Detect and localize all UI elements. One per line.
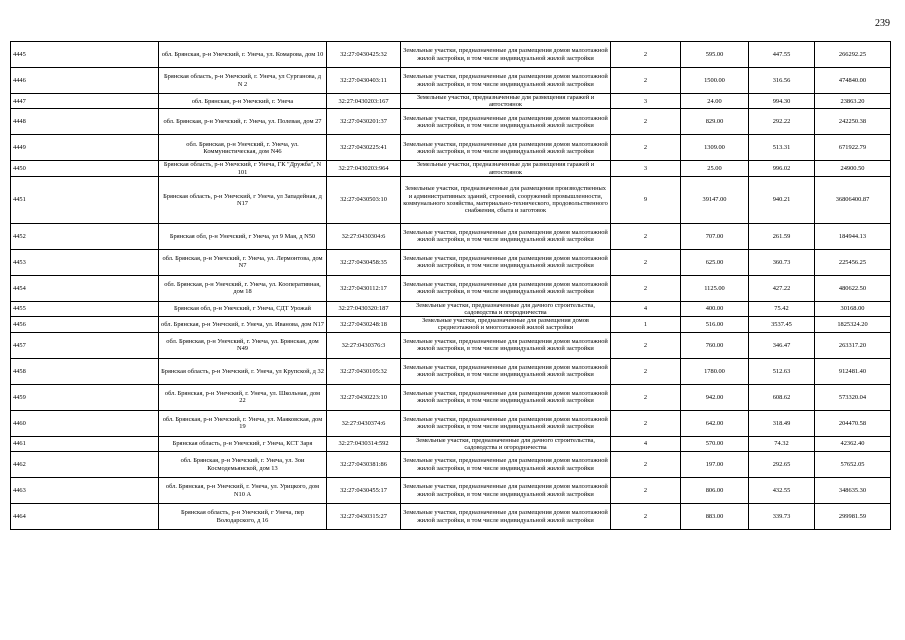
cadastral-value-cell: 266292.25 [815, 42, 891, 68]
address-cell: обл. Брянская, р-н Унечский, г. Унеча, ул. Школьная, дом 22 [159, 384, 327, 410]
category-cell: 4 [611, 301, 681, 316]
address-cell: Брянская область, р-н Унечский, г. Унеча, ул Крупской, д 32 [159, 358, 327, 384]
land-use-cell: Земельные участки, предназначенные для размещения домов малоэтажной жилой застройки, в том числе индивидуальной жилой застройки [401, 275, 611, 301]
land-use-cell: Земельные участки, предназначенные для размещения домов малоэтажной жилой застройки, в том числе индивидуальной жилой застройки [401, 109, 611, 135]
cadastral-number-cell: 32:27:0430225:41 [327, 135, 401, 161]
area-cell: 806.00 [681, 478, 749, 504]
land-use-cell: Земельные участки, предназначенные для размещения домов малоэтажной жилой застройки, в том числе индивидуальной жилой застройки [401, 223, 611, 249]
address-cell: обл. Брянская, р-н Унечский, г. Унеча, ул. Коммунистическая, дом N46 [159, 135, 327, 161]
table-row [11, 109, 891, 135]
address-cell: Брянская область, р-н Унечский, г Унеча, пер Володарского, д 16 [159, 504, 327, 530]
category-cell: 2 [611, 384, 681, 410]
address-cell: Брянская область, р-н Унечский, г Унеча, КСТ Заря [159, 436, 327, 451]
table-row [11, 478, 891, 504]
land-use-cell: Земельные участки, предназначенные для дачного строительства, садоводства и огородничества [401, 301, 611, 316]
table-row [11, 135, 891, 161]
land-use-cell: Земельные участки, предназначенные для размещения домов малоэтажной жилой застройки, в том числе индивидуальной жилой застройки [401, 478, 611, 504]
specific-value-cell: 316.56 [749, 68, 815, 94]
table-row [11, 452, 891, 478]
table-row [11, 249, 891, 275]
category-cell: 2 [611, 332, 681, 358]
row-number: 4461 [11, 436, 159, 451]
land-use-cell: Земельные участки, предназначенные для размещения гаражей и автостоянок [401, 94, 611, 109]
cadastral-number-cell: 32:27:0430223:10 [327, 384, 401, 410]
category-cell: 3 [611, 94, 681, 109]
row-number: 4454 [11, 275, 159, 301]
row-number: 4459 [11, 384, 159, 410]
specific-value-cell: 3537.45 [749, 317, 815, 332]
category-cell: 4 [611, 436, 681, 451]
address-cell: Брянская область, р-н Унечский, г Унеча, ул Западейная, д N17 [159, 176, 327, 223]
table-row [11, 504, 891, 530]
specific-value-cell: 346.47 [749, 332, 815, 358]
cadastral-value-cell: 573320.04 [815, 384, 891, 410]
area-cell: 760.00 [681, 332, 749, 358]
cadastral-number-cell: 32:27:0430201:37 [327, 109, 401, 135]
land-use-cell: Земельные участки, предназначенные для дачного строительства, садоводства и огородничества [401, 436, 611, 451]
specific-value-cell: 608.62 [749, 384, 815, 410]
land-use-cell: Земельные участки, предназначенные для размещения производственных и административных зданий, строений, сооружений промышленности, коммунального хозяйства, материально-технического, продовольственного снабжения, сбыта и заготовок [401, 176, 611, 223]
specific-value-cell: 512.63 [749, 358, 815, 384]
cadastral-number-cell: 32:27:0430203:964 [327, 161, 401, 176]
address-cell: обл. Брянская, р-н Унечский, г. Унеча, ул. Зои Космодемьянской, дом 13 [159, 452, 327, 478]
cadastral-number-cell: 32:27:0430315:27 [327, 504, 401, 530]
area-cell: 642.00 [681, 410, 749, 436]
land-use-cell: Земельные участки, предназначенные для размещения домов малоэтажной жилой застройки, в том числе индивидуальной жилой застройки [401, 384, 611, 410]
land-use-cell: Земельные участки, предназначенные для размещения домов малоэтажной жилой застройки, в том числе индивидуальной жилой застройки [401, 358, 611, 384]
page-number: 239 [875, 18, 890, 29]
row-number: 4446 [11, 68, 159, 94]
area-cell: 942.00 [681, 384, 749, 410]
area-cell: 400.00 [681, 301, 749, 316]
area-cell: 197.00 [681, 452, 749, 478]
category-cell: 1 [611, 317, 681, 332]
cadastral-value-cell: 480622.50 [815, 275, 891, 301]
specific-value-cell: 74.32 [749, 436, 815, 451]
cadastral-value-cell: 36806400.87 [815, 176, 891, 223]
row-number: 4449 [11, 135, 159, 161]
address-cell: обл. Брянская, р-н Унечский, г. Унеча, ул. Комарова, дом 10 [159, 42, 327, 68]
area-cell: 1780.00 [681, 358, 749, 384]
specific-value-cell: 339.73 [749, 504, 815, 530]
address-cell: Брянская обл, р-н Унечский, г Унеча, СДТ Урожай [159, 301, 327, 316]
row-number: 4460 [11, 410, 159, 436]
land-use-cell: Земельные участки, предназначенные для размещения домов малоэтажной жилой застройки, в том числе индивидуальной жилой застройки [401, 135, 611, 161]
cadastral-value-cell: 912481.40 [815, 358, 891, 384]
row-number: 4458 [11, 358, 159, 384]
category-cell: 2 [611, 452, 681, 478]
area-cell: 25.00 [681, 161, 749, 176]
land-use-cell: Земельные участки, предназначенные для размещения домов малоэтажной жилой застройки, в том числе индивидуальной жилой застройки [401, 332, 611, 358]
area-cell: 1500.00 [681, 68, 749, 94]
address-cell: обл. Брянская, р-н Унечский, г. Унеча, ул. Кооперативная, дом 18 [159, 275, 327, 301]
specific-value-cell: 75.42 [749, 301, 815, 316]
cadastral-value-cell: 225456.25 [815, 249, 891, 275]
row-number: 4457 [11, 332, 159, 358]
area-cell: 829.00 [681, 109, 749, 135]
category-cell: 2 [611, 358, 681, 384]
area-cell: 39147.00 [681, 176, 749, 223]
area-cell: 516.00 [681, 317, 749, 332]
area-cell: 570.00 [681, 436, 749, 451]
cadastral-number-cell: 32:27:0430203:167 [327, 94, 401, 109]
area-cell: 707.00 [681, 223, 749, 249]
table-row [11, 42, 891, 68]
land-use-cell: Земельные участки, предназначенные для размещения домов малоэтажной жилой застройки, в том числе индивидуальной жилой застройки [401, 410, 611, 436]
specific-value-cell: 994.30 [749, 94, 815, 109]
category-cell: 2 [611, 135, 681, 161]
table-row [11, 94, 891, 109]
table-row [11, 358, 891, 384]
land-use-cell: Земельные участки, предназначенные для размещения домов малоэтажной жилой застройки, в том числе индивидуальной жилой застройки [401, 249, 611, 275]
area-cell: 883.00 [681, 504, 749, 530]
land-use-cell: Земельные участки, предназначенные для размещения домов малоэтажной жилой застройки, в том числе индивидуальной жилой застройки [401, 504, 611, 530]
area-cell: 625.00 [681, 249, 749, 275]
cadastral-value-cell: 299981.59 [815, 504, 891, 530]
category-cell: 3 [611, 161, 681, 176]
cadastral-number-cell: 32:27:0430314:592 [327, 436, 401, 451]
row-number: 4453 [11, 249, 159, 275]
cadastral-value-cell: 204470.58 [815, 410, 891, 436]
category-cell: 2 [611, 42, 681, 68]
cadastral-number-cell: 32:27:0430376:3 [327, 332, 401, 358]
specific-value-cell: 427.22 [749, 275, 815, 301]
address-cell: Брянская область, р-н Унечский, г. Унеча, ул Сурганова, д N 2 [159, 68, 327, 94]
cadastral-number-cell: 32:27:0430248:18 [327, 317, 401, 332]
address-cell: обл. Брянская, р-н Унечский, г. Унеча [159, 94, 327, 109]
land-cadastral-value-table [10, 41, 891, 530]
category-cell: 2 [611, 275, 681, 301]
cadastral-number-cell: 32:27:0430105:32 [327, 358, 401, 384]
row-number: 4452 [11, 223, 159, 249]
category-cell: 2 [611, 249, 681, 275]
specific-value-cell: 360.73 [749, 249, 815, 275]
row-number: 4456 [11, 317, 159, 332]
category-cell: 2 [611, 223, 681, 249]
specific-value-cell: 292.65 [749, 452, 815, 478]
cadastral-value-cell: 671922.79 [815, 135, 891, 161]
land-use-cell: Земельные участки, предназначенные для размещения домов малоэтажной жилой застройки, в том числе индивидуальной жилой застройки [401, 452, 611, 478]
row-number: 4445 [11, 42, 159, 68]
cadastral-value-cell: 30168.00 [815, 301, 891, 316]
cadastral-number-cell: 32:27:0430374:6 [327, 410, 401, 436]
row-number: 4450 [11, 161, 159, 176]
specific-value-cell: 432.55 [749, 478, 815, 504]
table-row [11, 317, 891, 332]
cadastral-value-cell: 348635.30 [815, 478, 891, 504]
cadastral-number-cell: 32:27:0430112:17 [327, 275, 401, 301]
category-cell: 2 [611, 109, 681, 135]
table-row [11, 332, 891, 358]
area-cell: 1125.00 [681, 275, 749, 301]
cadastral-value-cell: 24900.50 [815, 161, 891, 176]
cadastral-value-cell: 42362.40 [815, 436, 891, 451]
cadastral-number-cell: 32:27:0430403:11 [327, 68, 401, 94]
address-cell: обл. Брянская, р-н Унечский, г. Унеча, ул. Полевая, дом 27 [159, 109, 327, 135]
table-row [11, 223, 891, 249]
table-row [11, 384, 891, 410]
address-cell: обл. Брянская, р-н Унечский, г. Унеча, ул. Брянская, дом N49 [159, 332, 327, 358]
cadastral-number-cell: 32:27:0430425:32 [327, 42, 401, 68]
table-row [11, 275, 891, 301]
area-cell: 24.00 [681, 94, 749, 109]
cadastral-value-cell: 1825324.20 [815, 317, 891, 332]
specific-value-cell: 447.55 [749, 42, 815, 68]
cadastral-value-cell: 57652.05 [815, 452, 891, 478]
table-row [11, 68, 891, 94]
cadastral-number-cell: 32:27:0430455:17 [327, 478, 401, 504]
land-use-cell: Земельные участки, предназначенные для размещения домов малоэтажной жилой застройки, в том числе индивидуальной жилой застройки [401, 42, 611, 68]
row-number: 4448 [11, 109, 159, 135]
area-cell: 1309.00 [681, 135, 749, 161]
cadastral-number-cell: 32:27:0430304:6 [327, 223, 401, 249]
row-number: 4464 [11, 504, 159, 530]
category-cell: 2 [611, 504, 681, 530]
category-cell: 2 [611, 68, 681, 94]
specific-value-cell: 940.21 [749, 176, 815, 223]
cadastral-value-cell: 184944.13 [815, 223, 891, 249]
address-cell: обл. Брянская, р-н Унечский, г. Унеча, ул. Урицкого, дом N10 А [159, 478, 327, 504]
land-use-cell: Земельные участки, предназначенные для размещения домов малоэтажной жилой застройки, в том числе индивидуальной жилой застройки [401, 68, 611, 94]
specific-value-cell: 996.02 [749, 161, 815, 176]
row-number: 4462 [11, 452, 159, 478]
land-use-cell: Земельные участки, предназначенные для размещения домов среднеэтажной и многоэтажной жилой застройки [401, 317, 611, 332]
category-cell: 2 [611, 478, 681, 504]
table-row [11, 161, 891, 176]
address-cell: Брянская обл, р-н Унечский, г Унеча, ул 9 Мая, д N50 [159, 223, 327, 249]
address-cell: Брянская область, р-н Унечский, г Унеча, ГК "Дружба", N 101 [159, 161, 327, 176]
land-use-cell: Земельные участки, предназначенные для размещения гаражей и автостоянок [401, 161, 611, 176]
cadastral-number-cell: 32:27:0430458:35 [327, 249, 401, 275]
cadastral-number-cell: 32:27:0430320:187 [327, 301, 401, 316]
table-row [11, 436, 891, 451]
specific-value-cell: 292.22 [749, 109, 815, 135]
address-cell: обл. Брянская, р-н Унечский, г. Унеча, ул. Маяковская, дом 19 [159, 410, 327, 436]
specific-value-cell: 261.59 [749, 223, 815, 249]
row-number: 4463 [11, 478, 159, 504]
table-row [11, 301, 891, 316]
table-row [11, 410, 891, 436]
row-number: 4455 [11, 301, 159, 316]
specific-value-cell: 513.31 [749, 135, 815, 161]
row-number: 4447 [11, 94, 159, 109]
category-cell: 9 [611, 176, 681, 223]
cadastral-value-cell: 242250.38 [815, 109, 891, 135]
specific-value-cell: 318.49 [749, 410, 815, 436]
address-cell: обл. Брянская, р-н Унечский, г. Унеча, ул. Иванова, дом N17 [159, 317, 327, 332]
cadastral-number-cell: 32:27:0430503:10 [327, 176, 401, 223]
row-number: 4451 [11, 176, 159, 223]
cadastral-value-cell: 23863.20 [815, 94, 891, 109]
area-cell: 595.00 [681, 42, 749, 68]
address-cell: обл. Брянская, р-н Унечский, г. Унеча, ул. Лермонтова, дом N7 [159, 249, 327, 275]
cadastral-value-cell: 474840.00 [815, 68, 891, 94]
category-cell: 2 [611, 410, 681, 436]
cadastral-number-cell: 32:27:0430381:86 [327, 452, 401, 478]
cadastral-value-cell: 263317.20 [815, 332, 891, 358]
table-row [11, 176, 891, 223]
